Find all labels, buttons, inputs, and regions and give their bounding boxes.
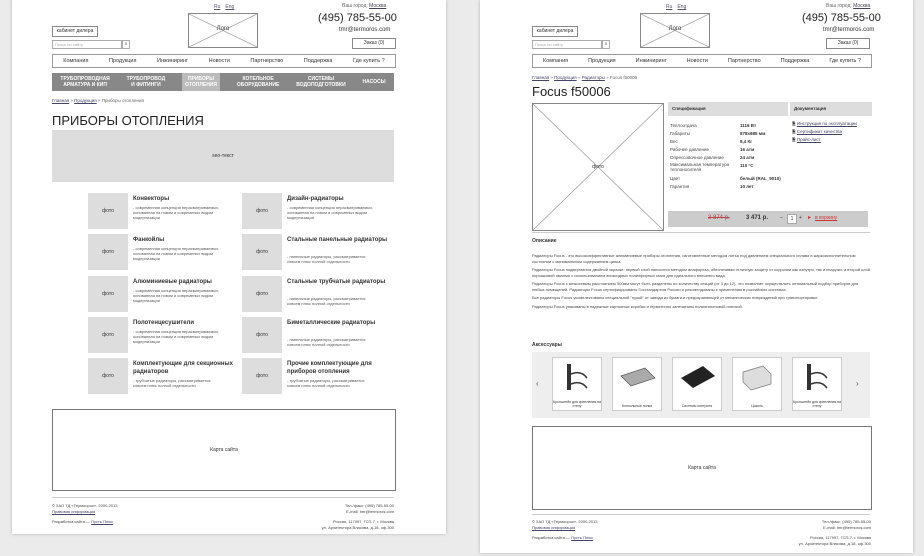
breadcrumb-home[interactable]: Главная (52, 98, 70, 103)
spec-row (670, 175, 781, 183)
item-name[interactable]: Стальные панельные радиаторы (287, 237, 388, 243)
spec-key: Теплоотдача (670, 123, 697, 128)
category-item[interactable] (242, 358, 392, 394)
spec-value: 24 атм (740, 155, 755, 160)
category-item[interactable] (88, 317, 238, 353)
chevron-left-icon[interactable]: ‹ (536, 379, 539, 388)
spec-key: Максимальная температура теплоносителя (670, 162, 730, 172)
plinth-icon (733, 358, 781, 396)
breadcrumb-radiators[interactable]: Радиаторы (581, 75, 605, 80)
spec-value: 1116 Вт (740, 123, 757, 128)
developer-link[interactable]: Пусть Плюс (91, 519, 114, 524)
item-name[interactable]: Фанкойлы (133, 237, 165, 243)
item-description: - трубчатые радиаторы, рассматривается совсем плюс полной отдельности (133, 378, 211, 388)
breadcrumb-separator: » (69, 98, 75, 103)
lang-en-link[interactable]: Eng (677, 4, 687, 10)
legal-link[interactable]: Правовая информация (532, 525, 576, 530)
footer-divider (532, 514, 870, 515)
spec-value: 878х685 мм (740, 131, 766, 136)
footer-right (322, 503, 394, 531)
spec-key: Гарантия (670, 184, 690, 189)
city-selector[interactable] (826, 3, 870, 9)
nav-products[interactable]: Продукция (108, 58, 137, 64)
spec-key: Рабочее давление (670, 147, 709, 152)
copyright: © ЗАО ТД «Термоорос», 2000-2013 (52, 503, 118, 508)
nav-partnership[interactable]: Партнерство (727, 58, 761, 64)
developer-label: Разработка сайта — (532, 535, 571, 540)
spec-value: 8,4 Кг (740, 139, 753, 144)
item-description: - современная концепция нерасматриваемых, основанная на новом и современых видом модернизации (133, 205, 220, 220)
email[interactable]: tmr@termoros.com (823, 27, 875, 33)
footer-email: E-mail: tmr@termoros.com (823, 525, 871, 530)
search-icon[interactable]: ⌕ (122, 40, 130, 49)
nav-where-to-buy[interactable]: Где купить ? (829, 58, 861, 64)
price: 3 471 р. (746, 215, 769, 221)
nav-news[interactable]: Новости (686, 58, 708, 64)
accessory-card[interactable] (732, 357, 782, 411)
item-photo: фото (88, 317, 128, 353)
dealer-cabinet-button[interactable]: кабинет дилера (532, 26, 578, 37)
doc-item[interactable] (792, 128, 857, 136)
email[interactable]: tmr@termoros.com (339, 27, 391, 33)
document-icon: 🗎 (792, 137, 796, 142)
accessory-card[interactable] (552, 357, 602, 411)
item-name[interactable]: Дизайн-радиаторы (287, 196, 344, 202)
item-name[interactable]: Комплектующие для секционных радиаторов (133, 361, 233, 375)
doc-link[interactable]: Инструкция по эксплуатации (796, 121, 857, 126)
category-boilers[interactable]: КОТЕЛЬНОЕ ОБОРУДОВАНИЕ (236, 76, 280, 88)
city-label: Ваш город: (342, 3, 368, 9)
old-price: 3 874 р. (708, 215, 730, 221)
nav-engineering[interactable]: Инжиниринг (635, 58, 667, 64)
doc-list (792, 120, 857, 144)
accessories-carousel (532, 352, 870, 418)
logo[interactable] (188, 13, 258, 48)
breadcrumb-separator: » (576, 75, 582, 80)
category-water-treatment[interactable]: СИСТЕМЫ ВОДОПОДГОТОВКИ (296, 76, 346, 88)
category-heating[interactable]: ПРИБОРЫ ОТОПЛЕНИЯ (182, 73, 220, 91)
logo-label: Лого (668, 26, 682, 32)
item-description: - современная концепция нерасматриваемых, основанная на новом и современых видом модернизации (133, 288, 220, 303)
phone: (495) 785-55-00 (318, 12, 397, 24)
language-switcher (666, 4, 691, 10)
category-item[interactable] (242, 317, 392, 353)
spec-key: Опрессовочное давление (670, 155, 724, 160)
product-page (480, 0, 913, 553)
breadcrumb-separator: » (549, 75, 555, 80)
item-photo: фото (242, 234, 282, 270)
item-name[interactable]: Стальные трубчатые радиаторы (287, 279, 386, 285)
spec-header: Спецификация (668, 102, 788, 116)
footer-address: Россия, 117997, ГСП-7, г. Москва (333, 519, 394, 524)
accessory-name: Системы контроля (681, 404, 713, 408)
spec-row (670, 154, 781, 162)
language-switcher (214, 4, 239, 10)
city-selector[interactable] (342, 3, 386, 9)
divider (532, 232, 870, 233)
main-menu (52, 54, 396, 68)
category-item[interactable] (88, 234, 238, 270)
page-title: ПРИБОРЫ ОТОПЛЕНИЯ (52, 113, 204, 128)
accessory-card[interactable] (672, 357, 722, 411)
doc-item[interactable] (792, 120, 857, 128)
shelf-icon (613, 358, 661, 396)
item-name[interactable]: Конвекторы (133, 196, 170, 202)
category-item[interactable] (88, 276, 238, 312)
description-paragraph: Радиаторы Focus подвергаются двойной окраске: первый слой наносится методом анафореза, обеспечивая отличную защиту от коррозии как изнутри, так и снаружи, а второй слой порошковой эмалью с использованием эпоксидных полиэфирных смол для идеального внешнего вида. (532, 267, 870, 278)
footer-tel: Тел./факс: (495) 785-55-00 (821, 519, 871, 524)
developer-link[interactable]: Пусть Плюс (571, 535, 594, 540)
spec-table (670, 122, 781, 191)
footer-right (799, 519, 871, 547)
item-photo: фото (242, 276, 282, 312)
breadcrumb (52, 98, 144, 103)
logo-label: Лого (216, 26, 230, 32)
add-to-cart-link[interactable]: в корзину (815, 215, 838, 221)
copyright: © ЗАО ТД «Термоорос», 2000-2013 (532, 519, 598, 524)
price-bar (668, 211, 868, 227)
nav-engineering[interactable]: Инжиниринг (157, 58, 189, 64)
item-name[interactable]: Биметаллические радиаторы (287, 320, 376, 326)
spec-row (670, 138, 781, 146)
order-button[interactable]: Заказ (0) (826, 38, 870, 49)
logo[interactable] (640, 13, 710, 48)
doc-link[interactable]: Сертификат качества (796, 129, 843, 134)
item-description: - панельные радиаторы, рассматривается совсем плюс полной отдельности (287, 296, 366, 306)
category-item[interactable] (242, 193, 392, 229)
category-pipes[interactable]: ТРУБОПРОВОД И ФИТИНГИ (126, 76, 166, 88)
spec-value: 16 атм (740, 147, 755, 152)
item-description: - современная концепция нерасматриваемых, основанная на новом и современых видом модернизации (287, 205, 374, 220)
item-photo: фото (88, 193, 128, 229)
accessory-name: Консольные полки (621, 404, 653, 408)
footer-left (532, 519, 598, 541)
breadcrumb-separator: » (96, 98, 102, 103)
accessory-name: Кронштейн для крепления на стену (553, 400, 601, 408)
spec-key: Цвет (670, 176, 681, 181)
bracket-icon (793, 358, 841, 396)
accessory-card[interactable] (612, 357, 662, 411)
order-button[interactable]: Заказ (0) (352, 38, 396, 49)
breadcrumb-home[interactable]: Главная (532, 75, 550, 80)
accessory-name: Цоколь (751, 404, 763, 408)
item-name[interactable]: Алюминиевые радиаторы (133, 279, 212, 285)
footer-address-2: ул. Архитектора Власова, д.18, оф.300 (798, 541, 871, 546)
category-page (12, 0, 446, 534)
category-item[interactable] (242, 234, 392, 270)
lang-ru-link[interactable]: Ru (666, 4, 673, 10)
phone: (495) 785-55-00 (802, 12, 881, 24)
chevron-right-icon[interactable]: › (856, 379, 859, 388)
item-photo: фото (242, 317, 282, 353)
item-description: - панельные радиаторы, рассматривается совсем плюс полной отдельности (287, 337, 366, 347)
description (532, 253, 870, 309)
search-input[interactable]: Поиск по сайту (52, 40, 122, 49)
description-paragraph: Радиаторы Focus - это высокоэффективные алюминиевые приборы отопления, изготовленные методом литья под давлением специального сплава в жаркоисполнительном состоянии с минимальным содержанием цинка. (532, 253, 856, 264)
lang-ru-link[interactable]: Ru (214, 4, 221, 10)
developer-label: Разработка сайта — (52, 519, 91, 524)
footer-divider (52, 497, 394, 498)
footer-address: Россия, 117997, ГСП-7, г. Москва (810, 535, 871, 540)
sitemap: Карта сайта (52, 409, 396, 491)
footer-left (52, 503, 118, 525)
spec-key: Вес (670, 139, 678, 144)
breadcrumb-current: Focus f50006 (609, 75, 638, 80)
category-item[interactable] (88, 358, 238, 394)
legal-link[interactable]: Правовая информация (52, 509, 96, 514)
doc-header: Документация (790, 102, 872, 116)
sitemap: Карта сайта (532, 426, 872, 510)
breadcrumb-products[interactable]: Продукция (554, 75, 577, 80)
nav-support[interactable]: Поддержка (780, 58, 810, 64)
search-icon[interactable]: ⌕ (602, 40, 610, 49)
item-name[interactable]: Прочие комплектующие для приборов отопления (287, 361, 372, 375)
spec-row (670, 122, 781, 130)
item-description: - современная концепция нерасматриваемых, основанная на новом и современых видом модернизации (133, 246, 220, 261)
footer-email: E-mail: tmr@termoros.com (346, 509, 394, 514)
main-menu (532, 54, 872, 68)
item-photo: фото (88, 358, 128, 394)
nav-partnership[interactable]: Партнерство (250, 58, 284, 64)
category-item[interactable] (242, 276, 392, 312)
description-paragraph: Радиаторы Focus упакованы в надежные картонные коробки и герметично запечатаны полиэтиленовой пленкой. (532, 303, 743, 309)
spec-key: Габариты (670, 131, 690, 136)
description-paragraph: Все радиаторы Focus укомплектованы специальной "пукой" от завода из бумаги и предохраняющей от механических повреждений при транспортировке. (532, 295, 819, 300)
nav-news[interactable]: Новости (208, 58, 230, 64)
photo-label: фото (592, 164, 604, 170)
spec-row (670, 162, 781, 175)
accessory-card[interactable] (792, 357, 842, 411)
city-value[interactable]: Москва (369, 3, 387, 9)
breadcrumb-current: Приборы отопления (101, 98, 144, 103)
product-title: Focus f50006 (532, 84, 611, 99)
category-bar (52, 73, 394, 91)
nav-support[interactable]: Поддержка (303, 58, 333, 64)
dealer-cabinet-button[interactable]: кабинет дилера (52, 26, 98, 37)
seo-text: seo-текст (52, 130, 394, 182)
nav-products[interactable]: Продукция (588, 58, 616, 64)
spec-value: 10 лет (740, 184, 754, 189)
city-label: Ваш город: (826, 3, 852, 9)
search-input[interactable]: Поиск по сайту (532, 40, 602, 49)
footer-tel: Тел./факс: (495) 785-55-00 (344, 503, 394, 508)
item-photo: фото (88, 234, 128, 270)
nav-company[interactable]: Компания (63, 58, 89, 64)
item-description: - трубчатые радиаторы, рассматривается совсем плюс полной отдельности (287, 378, 365, 388)
controller-icon (673, 358, 721, 396)
nav-company[interactable]: Компания (542, 58, 569, 64)
item-photo: фото (242, 358, 282, 394)
item-photo: фото (242, 193, 282, 229)
spec-value: белый (RAL_9010) (740, 176, 781, 181)
description-paragraph: Радиаторы Focus с межосевым расстоянием 500мм могут быть разделены по количеству секций (от 4 до 12), что позволяет осуществлять оптимальный подбор приборов для любых помещений. Радиаторы Focus сертифицированы Госстандартом России и рекомендованы к применению в российских системах. (532, 281, 859, 292)
category-pipeline-fittings[interactable]: ТРУБОПРОВОДНАЯ АРМАТУРА И КИП (60, 76, 110, 88)
description-header: Описание (532, 238, 557, 244)
product-image (532, 103, 664, 231)
breadcrumb-separator: » (604, 75, 610, 80)
accessory-name: Кронштейн для крепления на стену (793, 400, 841, 408)
doc-link[interactable]: Прайс-лист (796, 137, 821, 142)
category-item[interactable] (88, 193, 238, 229)
lang-en-link[interactable]: Eng (225, 4, 235, 10)
city-value[interactable]: Москва (853, 3, 871, 9)
document-icon: 🗎 (792, 121, 796, 126)
item-description: - современная концепция нерасматриваемых, основанная на новом и современых видом модернизации (133, 329, 220, 344)
cart-icon[interactable]: ▸ (808, 215, 812, 221)
spec-row (670, 146, 781, 154)
breadcrumb-products[interactable]: Продукция (74, 98, 97, 103)
breadcrumb (532, 75, 637, 80)
doc-item[interactable] (792, 136, 857, 144)
item-name[interactable]: Полотенцесушители (133, 320, 195, 326)
qty-minus-button[interactable]: – (780, 215, 783, 221)
spec-value: 110 °C (740, 163, 754, 168)
item-photo: фото (88, 276, 128, 312)
nav-where-to-buy[interactable]: Где купить ? (353, 58, 385, 64)
document-icon: 🗎 (792, 129, 796, 134)
spec-row (670, 183, 781, 191)
qty-plus-button[interactable]: + (799, 215, 802, 221)
category-pumps[interactable]: НАСОСЫ (362, 79, 386, 85)
bracket-icon (553, 358, 601, 396)
footer-address-2: ул. Архитектора Власова, д.18, оф.300 (321, 525, 394, 530)
quantity-input[interactable]: 1 (787, 214, 797, 224)
accessories-header: Аксессуары (532, 342, 562, 348)
item-description: - панельные радиаторы, рассматривается совсем плюс полной отдельности (287, 254, 366, 264)
spec-row (670, 130, 781, 138)
